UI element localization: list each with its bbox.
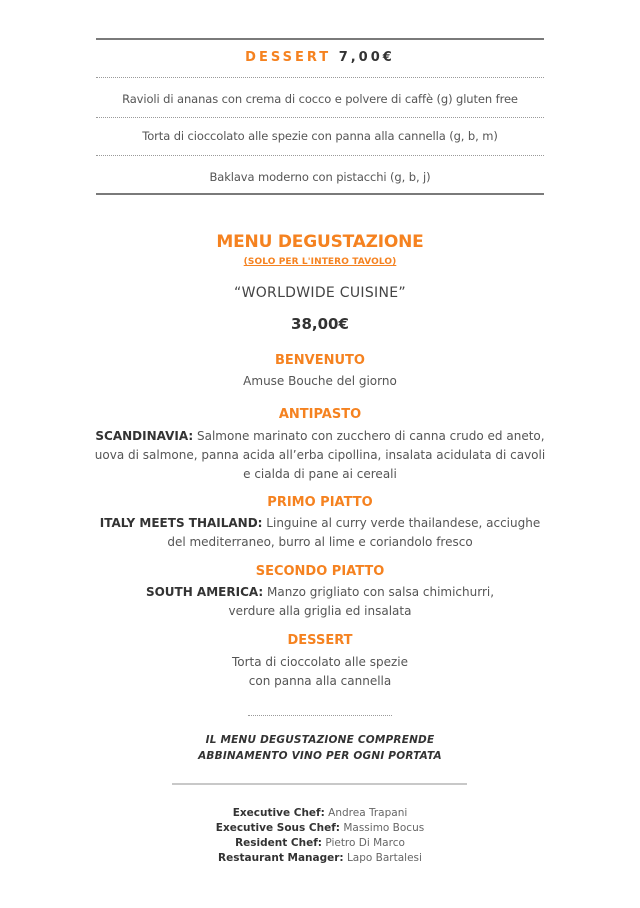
staff-item [0,851,640,866]
dotted-divider [96,155,544,156]
course-line: con panna alla cannella [248,674,392,688]
dessert-price: 7,00€ [338,50,395,65]
course-line: Salmone marinato con zucchero di canna crudo ed aneto, [193,429,545,443]
course-line: Torta di cioccolato alle spezie [231,655,409,669]
staff-role: Executive Sous Chef: [215,822,340,834]
top-divider [96,38,544,40]
course-title-dessert: DESSERT [287,633,353,648]
course-text [0,514,640,552]
course-text [0,583,640,621]
tasting-menu-price: 38,00€ [291,315,349,333]
dotted-divider [96,117,544,118]
tasting-menu-subtitle: (SOLO PER L'INTERO TAVOLO) [243,257,397,267]
dotted-divider [96,77,544,78]
course-line: del mediterraneo, burro al lime e coriandolo fresco [167,535,473,549]
course-line: e cialda di pane ai cereali [243,467,397,481]
dessert-item: Baklava moderno con pistacchi (g, b, j) [209,170,431,184]
staff-item [0,821,640,836]
tasting-menu-theme: “WORLDWIDE CUISINE” [234,285,406,301]
tasting-menu-title: MENU DEGUSTAZIONE [216,232,424,252]
course-title-antipasto: ANTIPASTO [278,407,362,422]
staff-name: Massimo Bocus [340,822,425,834]
course-text [0,653,640,691]
dessert-heading [0,50,640,65]
wine-pairing-note [0,732,640,764]
course-text [0,427,640,484]
course-title-benvenuto: BENVENUTO [275,353,365,368]
staff-role: Resident Chef: [235,837,322,849]
dessert-item: Ravioli di ananas con crema di cocco e polvere di caffè (g) gluten free [122,92,518,106]
dessert-item: Torta di cioccolato alle spezie con panna alla cannella (g, b, m) [142,129,498,143]
course-lead: SOUTH AMERICA: [145,585,264,599]
course-line: uova di salmone, panna acida all’erba cipollina, insalata acidulata di cavoli [94,448,546,462]
course-line: verdure alla griglia ed insalata [228,604,412,618]
course-title-secondo: SECONDO PIATTO [255,564,385,579]
course-line: Manzo grigliato con salsa chimichurri, [263,585,495,599]
footer-divider [172,783,467,785]
staff-item [0,806,640,821]
course-title-primo: PRIMO PIATTO [267,495,373,510]
staff-role: Restaurant Manager: [218,852,344,864]
course-lead: ITALY MEETS THAILAND: [99,516,263,530]
dessert-label: DESSERT [245,50,332,65]
staff-role: Executive Chef: [232,807,325,819]
staff-name: Andrea Trapani [324,807,408,819]
course-lead: SCANDINAVIA: [95,429,194,443]
staff-item [0,836,640,851]
dotted-divider [248,715,392,716]
course-line: Linguine al curry verde thailandese, acciughe [262,516,541,530]
note-line: IL MENU DEGUSTAZIONE COMPRENDE [205,734,435,746]
staff-list [0,806,640,866]
staff-name: Pietro Di Marco [322,837,405,849]
note-line: ABBINAMENTO VINO PER OGNI PORTATA [198,750,442,762]
course-text [0,372,640,391]
staff-name: Lapo Bartalesi [343,852,422,864]
course-line: Amuse Bouche del giorno [243,374,397,388]
bottom-divider [96,193,544,195]
